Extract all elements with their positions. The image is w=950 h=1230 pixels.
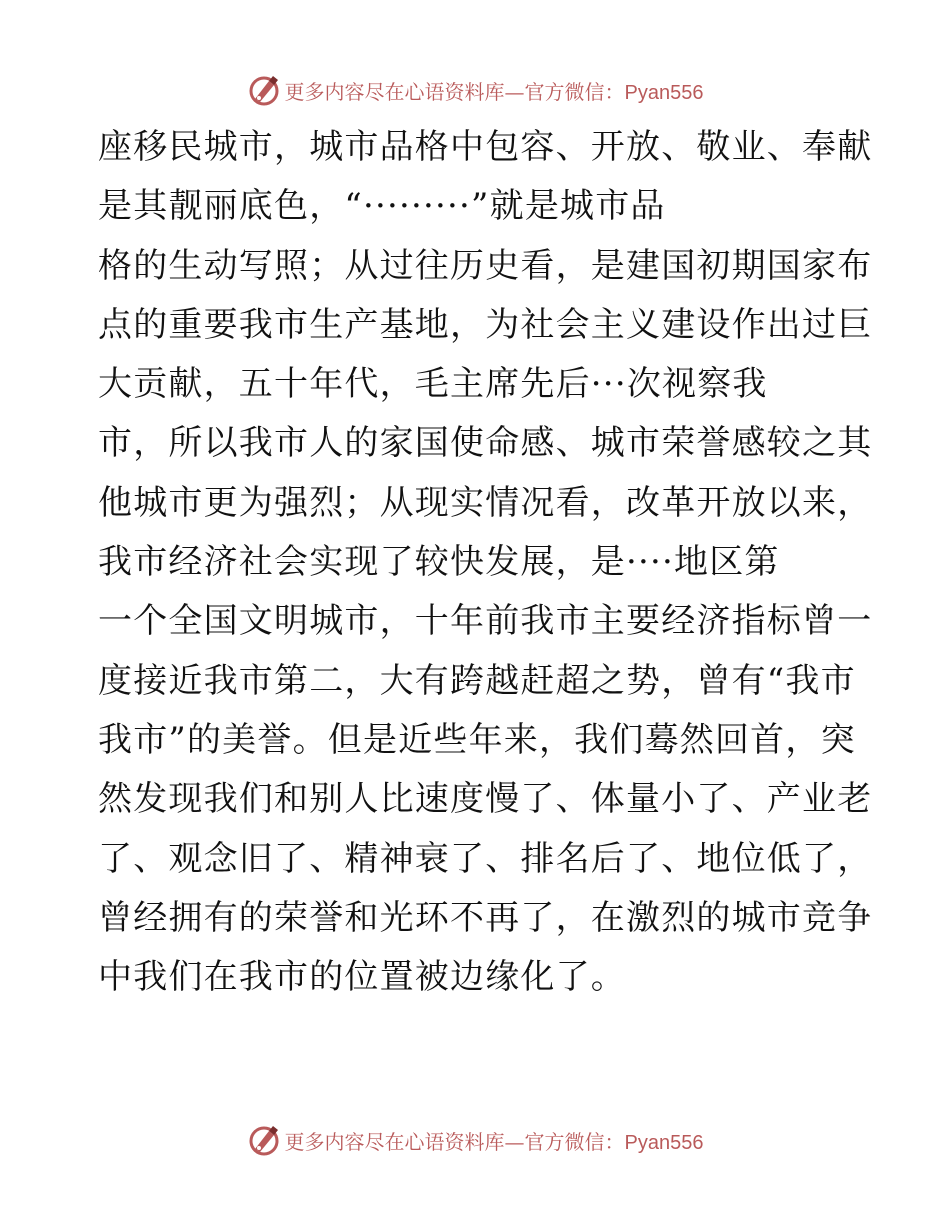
- header-banner: [0, 70, 950, 110]
- body-line: 度接近我市第二，大有跨越赶超之势，曾有“我市: [98, 660, 856, 701]
- body-line: 点的重要我市生产基地，为社会主义建设作出过巨: [98, 304, 873, 345]
- footer-brand-label: 更多内容尽在心语资料库—官方微信：: [284, 1129, 625, 1154]
- body-line: 格的生动写照；从过往历史看，是建国初期国家布: [98, 245, 873, 286]
- body-line: 座移民城市，城市品格中包容、开放、敬业、奉献: [98, 127, 873, 167]
- pen-logo-icon: [247, 73, 281, 107]
- body-line: 中我们在我市的位置被边缘化了。: [98, 957, 626, 998]
- header-brand-text: [285, 76, 704, 105]
- pen-logo-icon: [247, 1123, 281, 1157]
- body-line: 然发现我们和别人比速度慢了、体量小了、产业老: [98, 779, 873, 820]
- footer-wechat-id: Pyan556: [624, 1131, 704, 1154]
- footer-brand-text: [285, 1126, 704, 1155]
- body-line: 我市”的美誉。但是近些年来，我们蓦然回首，突: [98, 719, 856, 760]
- body-line: 大贡献，五十年代，毛主席先后···次视察我: [98, 364, 768, 405]
- body-line: 了、观念旧了、精神衰了、排名后了、地位低了，: [98, 838, 873, 879]
- body-line: 曾经拥有的荣誉和光环不再了，在激烈的城市竞争: [98, 897, 873, 938]
- footer-banner: [0, 1120, 950, 1160]
- body-line: 是其靓丽底色，“·········”就是城市品: [98, 186, 666, 227]
- document-body: [98, 118, 873, 1007]
- body-line: 他城市更为强烈；从现实情况看，改革开放以来，: [98, 482, 873, 523]
- body-line: 一个全国文明城市，十年前我市主要经济指标曾一: [98, 601, 873, 642]
- header-wechat-id: Pyan556: [624, 81, 704, 104]
- body-line: 我市经济社会实现了较快发展，是····地区第: [98, 542, 780, 583]
- header-brand-label: 更多内容尽在心语资料库—官方微信：: [284, 79, 625, 104]
- body-line: 市，所以我市人的家国使命感、城市荣誉感较之其: [98, 423, 873, 464]
